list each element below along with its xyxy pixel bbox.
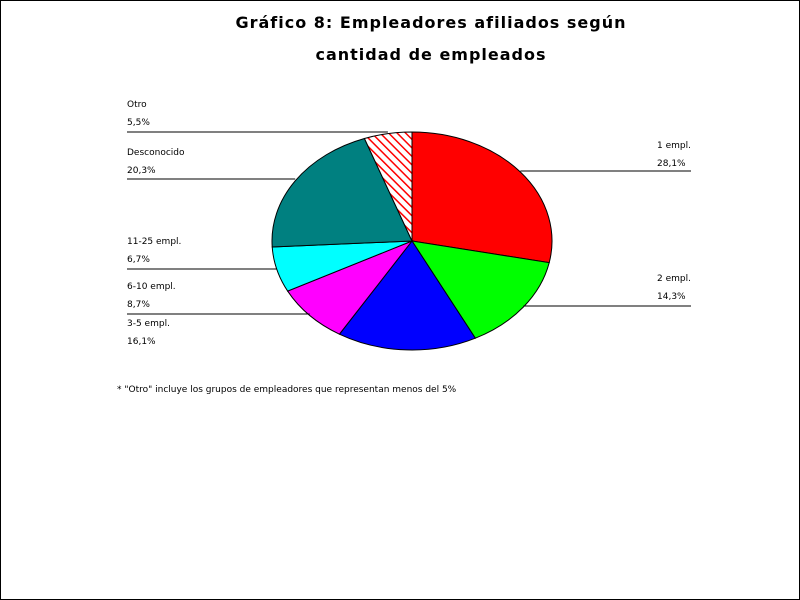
slice-value-3-5-empl: 16,1% [127,337,156,347]
chart-footnote: * "Otro" incluye los grupos de empleadores que representan menos del 5% [117,385,457,395]
slice-value-11-25-empl: 6,7% [127,255,150,265]
slice-label-otro: Otro [127,100,147,110]
pie-slice-1-empl [412,132,552,263]
pie-chart [1,1,799,599]
slice-value-desconocido: 20,3% [127,166,156,176]
slice-label-3-5-empl: 3-5 empl. [127,319,170,329]
slice-value-otro: 5,5% [127,118,150,128]
chart-title-line-1: Gráfico 8: Empleadores afiliados según [235,13,627,32]
slice-label-6-10-empl: 6-10 empl. [127,282,176,292]
pie-slices [272,132,552,350]
slice-value-1-empl: 28,1% [657,159,686,169]
slice-label-desconocido: Desconocido [127,148,185,158]
slice-label-1-empl: 1 empl. [657,141,691,151]
chart-title-line-2: cantidad de empleados [315,45,547,64]
slice-label-11-25-empl: 11-25 empl. [127,237,182,247]
slice-value-2-empl: 14,3% [657,292,686,302]
slice-value-6-10-empl: 8,7% [127,300,150,310]
slice-label-2-empl: 2 empl. [657,274,691,284]
